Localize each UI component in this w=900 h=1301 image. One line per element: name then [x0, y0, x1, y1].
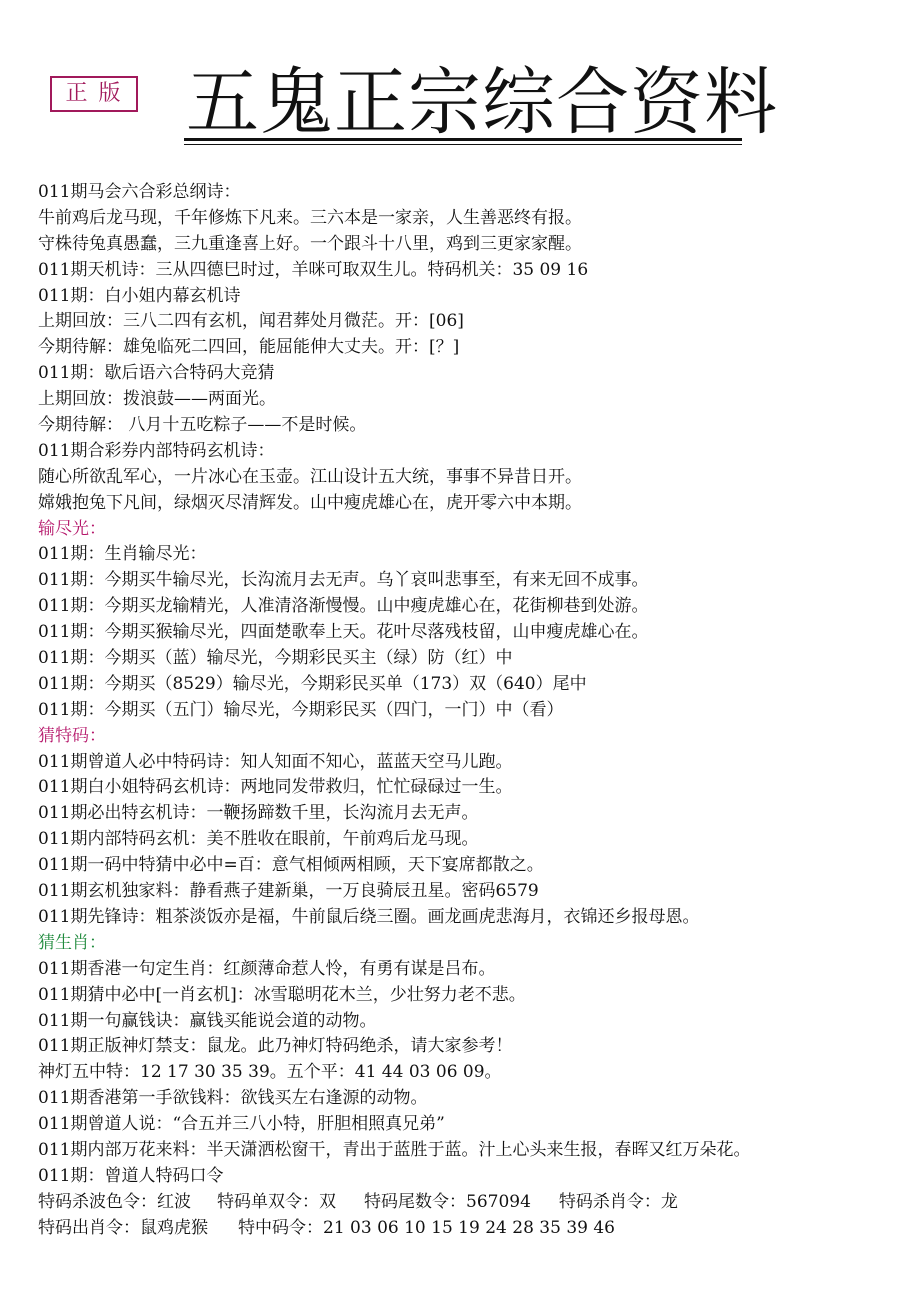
code-wave-color: 特码杀波色令：红波	[38, 1191, 191, 1212]
text-line: 011期马会六合彩总纲诗：	[38, 182, 241, 202]
text-line: 今期待解： 八月十五吃粽子——不是时候。	[38, 415, 367, 436]
text-line: 守株待兔真愚蠢，三九重逢喜上好。一个跟斗十八里，鸡到三更家家醒。	[38, 233, 582, 254]
page-title: 五鬼正宗综合资料	[186, 60, 778, 145]
text-line: 011期先锋诗：粗茶淡饭亦是福，牛前鼠后绕三圈。画龙画虎悲海月，衣锦还乡报母恩。	[38, 906, 700, 927]
section-heading: 猜特码：	[38, 725, 106, 746]
text-line: 上期回放：拨浪鼓——两面光。	[38, 389, 276, 410]
code-odd-even: 特码单双令：双	[217, 1191, 336, 1212]
text-line: 011期正版神灯禁支：鼠龙。此乃神灯特码绝杀，请大家参考！	[38, 1036, 513, 1057]
text-line: 011期：今期买（蓝）输尽光，今期彩民买主（绿）防（红）中	[38, 648, 513, 669]
text-line: 神灯五中特：12 17 30 35 39。五个平：41 44 03 06 09。	[38, 1062, 502, 1083]
text-line: 011期曾道人说：“合五并三八小特，肝胆相照真兄弟”	[38, 1114, 445, 1135]
text-line: 011期内部万花来料：半天潇洒松窗干，青出于蓝胜于蓝。汁上心头来生报，春晖又红万朵花。	[38, 1139, 751, 1160]
text-line: 011期一码中特猜中必中=百：意气相倾两相顾，天下宴席都散之。	[38, 855, 544, 876]
text-line: 今期待解：雄兔临死二四回，能屈能伸大丈夫。开：[？]	[38, 337, 460, 358]
code-tail-number: 特码尾数令：567094	[364, 1191, 531, 1212]
section-heading: 输尽光：	[38, 518, 106, 539]
text-line: 011期合彩券内部特码玄机诗：	[38, 440, 275, 461]
code-hit-numbers: 特中码令：21 03 06 10 15 19 24 28 35 39 46	[238, 1217, 615, 1238]
text-line: 011期：白小姐内幕玄机诗	[38, 285, 241, 306]
text-line: 011期香港一句定生肖：红颜薄命惹人怜，有勇有谋是吕布。	[38, 958, 496, 979]
text-line: 011期玄机独家料：静看燕子建新巢，一万良骑辰丑星。密码6579	[38, 881, 539, 902]
code-out-zodiac: 特码出肖令：鼠鸡虎猴	[38, 1217, 208, 1238]
code-row-2	[38, 1216, 886, 1242]
text-line: 上期回放：三八二四有玄机，闻君葬处月微茫。开：[06]	[38, 311, 464, 332]
title-underline	[184, 138, 742, 145]
text-line: 011期：歇后语六合特码大竞猜	[38, 363, 275, 384]
text-line: 011期一句赢钱诀：赢钱买能说会道的动物。	[38, 1010, 377, 1031]
text-line: 011期：今期买（8529）输尽光，今期彩民买单（173）双（640）尾中	[38, 673, 587, 694]
text-line: 011期猜中必中[一肖玄机]：冰雪聪明花木兰，少壮努力老不悲。	[38, 984, 526, 1005]
text-line: 011期：今期买猴输尽光，四面楚歌奉上天。花叶尽落残枝留，山申瘦虎雄心在。	[38, 622, 649, 643]
text-line: 011期曾道人必中特码诗：知人知面不知心，蓝蓝天空马儿跑。	[38, 751, 513, 772]
text-line: 011期：今期买（五门）输尽光，今期彩民买（四门，一门）中（看）	[38, 699, 564, 720]
text-line: 011期内部特码玄机：美不胜收在眼前，午前鸡后龙马现。	[38, 829, 479, 850]
text-line: 011期天机诗：三从四德巳时过，羊咪可取双生儿。特码机关：35 09 16	[38, 259, 589, 280]
text-line: 嫦娥抱兔下凡间，绿烟灭尽清辉发。山中瘦虎雄心在，虎开零六中本期。	[38, 492, 582, 513]
text-line: 011期：生肖输尽光：	[38, 544, 207, 565]
text-line: 011期：今期买龙输精光，人准清洛渐慢慢。山中瘦虎雄心在，花街柳巷到处游。	[38, 596, 649, 617]
text-line: 随心所欲乱军心，一片冰心在玉壶。江山设计五大统，事事不异昔日开。	[38, 466, 582, 487]
text-lines	[38, 180, 886, 1190]
document-body	[38, 180, 886, 1242]
text-line: 011期白小姐特码玄机诗：两地同发带救归，忙忙碌碌过一生。	[38, 777, 513, 798]
code-kill-zodiac: 特码杀肖令：龙	[558, 1191, 678, 1212]
text-line: 011期：曾道人特码口令	[38, 1165, 224, 1186]
code-row-1	[38, 1190, 886, 1216]
text-line: 牛前鸡后龙马现，千年修炼下凡来。三六本是一家亲，人生善恶终有报。	[38, 207, 582, 228]
text-line: 011期：今期买牛输尽光，长沟流月去无声。乌丫哀叫悲事至，有来无回不成事。	[38, 570, 649, 591]
genuine-badge: 正 版	[50, 76, 138, 112]
text-line: 011期香港第一手欲钱料：欲钱买左右逢源的动物。	[38, 1088, 428, 1109]
section-heading: 猜生肖：	[38, 932, 106, 953]
text-line: 011期必出特玄机诗：一鞭扬蹄数千里，长沟流月去无声。	[38, 803, 479, 824]
